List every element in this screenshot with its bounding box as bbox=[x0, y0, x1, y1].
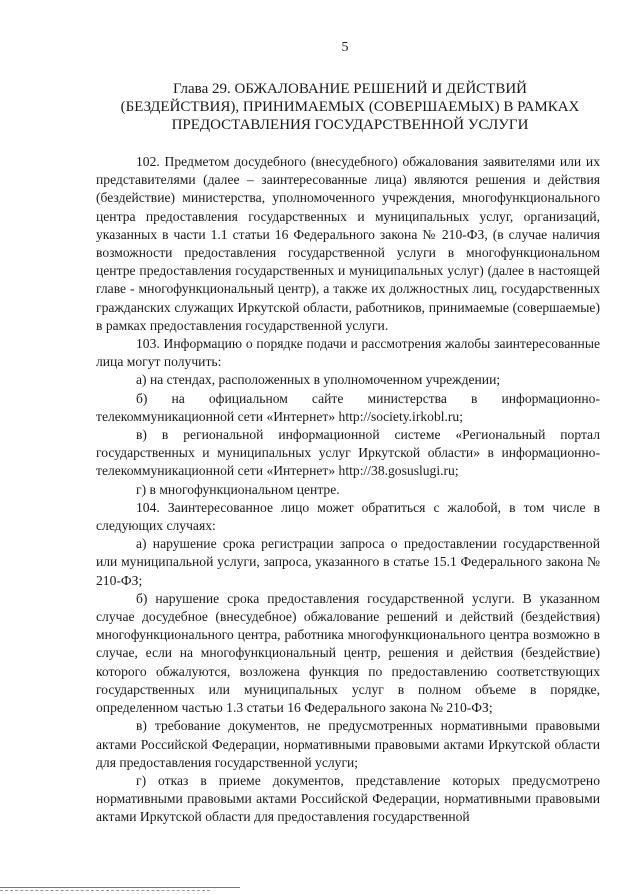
list-item-104-a: а) нарушение срока регистрации запроса о предоставлении государственной или муниципальной услуги, запроса, указанного в статье 15.1 Федерального закона № 210-ФЗ; bbox=[96, 536, 600, 588]
list-item-103-b: б) на официальном сайте министерства в информационно-телекоммуникационной сети «Интернет» http://society.irkobl.ru; bbox=[96, 390, 600, 424]
list-item-103-a: а) на стендах, расположенных в уполномоченном учреждении; bbox=[136, 372, 501, 388]
scan-edge-line bbox=[0, 887, 240, 888]
list-item-104-g: г) отказ в приеме документов, представление которых предусмотрено нормативными правовыми актами Российской Федерации, нормативными правовыми актами Иркутской области для предоставления государственной bbox=[96, 772, 600, 825]
list-item-104-b: б) нарушение срока предоставления государственной услуги. В указанном случае досудебное (внесудебное) обжалование решений и действий (бездействия) многофункционального центра, работника многофункционального центра возможно в случае, если на многофункциональный центр, решения и действия (бездействие) которого обжалуются, возложена функция по предоставлению соответствующих государственных или муниципальных услуг в полном объеме в порядке, определенном частью 1.3 статьи 16 Федерального закона № 210-ФЗ; bbox=[96, 590, 600, 716]
scan-edge-dashed-line bbox=[0, 890, 210, 891]
list-item-104-v: в) требование документов, не предусмотренных нормативными правовыми актами Российской Федерации, нормативными правовыми актами Иркутской области для предоставления государственной услуги; bbox=[96, 718, 600, 770]
page-number: 5 bbox=[341, 40, 349, 55]
chapter-title-line-2: (БЕЗДЕЙСТВИЯ), ПРИНИМАЕМЫХ (СОВЕРШАЕМЫХ) В РАМКАХ bbox=[120, 99, 580, 115]
chapter-title bbox=[100, 80, 600, 134]
list-item-103-g: г) в многофункциональном центре. bbox=[136, 481, 340, 497]
document-body bbox=[96, 153, 600, 827]
chapter-title-line-3: ПРЕДОСТАВЛЕНИЯ ГОСУДАРСТВЕННОЙ УСЛУГИ bbox=[171, 117, 529, 133]
list-item-103-v: в) в региональной информационной системе «Региональный портал государственных и муниципальных услуг Иркутской области» в информационно-телекоммуникационной сети «Интернет» http://38.gosuslugi.ru; bbox=[96, 427, 600, 479]
chapter-title-line-1: Глава 29. ОБЖАЛОВАНИЕ РЕШЕНИЙ И ДЕЙСТВИЙ bbox=[173, 81, 527, 97]
paragraph-103: 103. Информацию о порядке подачи и рассмотрения жалобы заинтересованные лица могут получить: bbox=[96, 336, 600, 370]
paragraph-104: 104. Заинтересованное лицо может обратиться с жалобой, в том числе в следующих случаях: bbox=[96, 499, 600, 534]
paragraph-102: 102. Предметом досудебного (внесудебного) обжалования заявителями или их представителями (далее – заинтересованные лица) являются решения и действия (бездействие) министерства, уполномоченного учреждения, многофункционального центра предоставления государственных и муниципальных услуг, организаций, указанных в части 1.1 статьи 16 Федерального закона № 210-ФЗ, (в случае наличия возможности предоставления государственной услуги в многофункциональном центре предоставления государственных и муниципальных услуг) (далее в настоящей главе - многофункциональный центр), а также их должностных лиц, государственных гражданских служащих Иркутской области, работников, принимаемые (совершаемые) в рамках предоставления государственной услуги. bbox=[96, 154, 600, 333]
